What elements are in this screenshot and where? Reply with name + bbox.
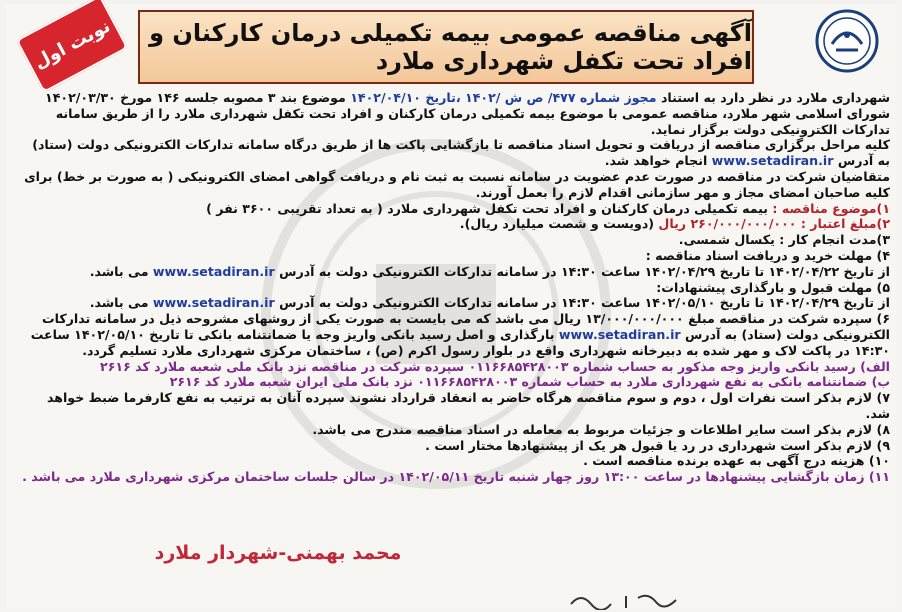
badge-label: نوبت اول — [30, 15, 114, 73]
permit-reference: مجوز شماره ۴۷۷/ ص ش /۱۴۰۲ ،تاریخ ۱۴۰۲/۰۴/۱۰ — [350, 90, 657, 105]
notice-page — [6, 4, 896, 608]
item-9: ۹) لازم بذکر است شهرداری در رد یا قبول هر یک از پیشنهادها مختار است . — [425, 437, 890, 453]
first-round-badge — [16, 0, 129, 93]
item-1-label: ۱)موضوع مناقصه : — [772, 200, 890, 216]
intro-text-continued: موضوع بند ۳ مصوبه جلسه ۱۴۶ مورخ ۱۴۰۲/۰۳/۳۰ شورای اسلامی شهر ملارد، مناقصه عمومی با موضوع بیمه تکمیلی درمان کارکنان و افراد تحت تکفل شهرداری ملارد را از طریق سامانه تدارکات الکترونیکی دولت برگزار نماید. — [45, 90, 890, 137]
item-1-text: بیمه تکمیلی درمان کارکنان و افراد تحت تکفل شهرداری ملارد ( به تعداد تقریبی ۳۶۰۰ نفر ) — [206, 200, 769, 216]
item-4-link[interactable]: www.setadiran.ir — [152, 263, 275, 279]
item-3: ۳)مدت انجام کار : یکسال شمسی. — [678, 232, 890, 248]
item-6 — [22, 311, 890, 358]
item-8: ۸) لازم بذکر است سایر اطلاعات و جزئیات مربوط به معامله در اسناد مناقصه مندرج می باشد. — [312, 421, 890, 437]
item-4-text: از تاریخ ۱۴۰۲/۰۴/۲۲ تا تاریخ ۱۴۰۲/۰۴/۲۹ ساعت ۱۴:۳۰ در سامانه تدارکات الکترونیکی دولت به آدرس — [279, 263, 890, 279]
item-5-label: ۵) مهلت قبول و بارگذاری پیشنهادات: — [656, 279, 890, 295]
handwritten-mark — [566, 590, 686, 610]
mayor-signature: محمد بهمنی-شهردار ملارد — [154, 542, 402, 564]
item-2-text: (دویست و شصت میلیارد ریال). — [459, 216, 655, 232]
item-5-end: می باشد. — [89, 295, 149, 311]
item-2-label: ۲)مبلغ اعتبار : ۲۶۰/۰۰۰/۰۰۰/۰۰۰ ریال — [658, 216, 890, 232]
item-4 — [22, 264, 890, 280]
intro-paragraph-2 — [22, 137, 890, 169]
item-11: ۱۱) زمان بازگشایی پیشنهادها در ساعت ۱۳:۰۰ روز چهار شنبه تاریخ ۱۴۰۲/۰۵/۱۱ در سالن جلسات ساختمان مرکزی شهرداری ملارد می باشد . — [22, 469, 890, 485]
item-6-alef: الف) رسید بانکی واریز وجه مذکور به حساب شماره ۰۱۱۶۶۸۵۴۲۸۰۰۳ سپرده شرکت در مناقصه نزد بانک ملی شعبه ملارد کد ۲۶۱۶ — [100, 358, 890, 374]
item-5 — [22, 295, 890, 311]
item-1 — [22, 201, 890, 217]
item-4-end: می باشد. — [89, 263, 149, 279]
item-2 — [22, 216, 890, 232]
intro-paragraph-1 — [22, 90, 890, 137]
item-4-label: ۴) مهلت خرید و دریافت اسناد مناقصه : — [645, 247, 890, 263]
item-6-text: ۶) سپرده شرکت در مناقصه مبلغ ۱۳/۰۰۰/۰۰۰/۰۰۰ ریال می باشد که می بایست به صورت یکی از روشهای مشروحه ذیل در سامانه تدارکات الکترونیکی دولت (ستاد) به آدرس — [41, 311, 890, 342]
item-6-link[interactable]: www.setadiran.ir — [558, 326, 681, 342]
municipality-logo-icon — [814, 8, 880, 74]
item-7: ۷) لازم بذکر است نفرات اول ، دوم و سوم مناقصه هرگاه حاضر به انعقاد قرارداد نشوند سپرده آنان به ترتیب به نفع کارفرما ضبط خواهد شد. — [46, 390, 890, 421]
notice-body — [22, 90, 890, 485]
notice-title: آگهی مناقصه عمومی بیمه تکمیلی درمان کارکنان و افراد تحت تکفل شهرداری ملارد — [149, 19, 752, 75]
intro-paragraph-3: متقاضیان شرکت در مناقصه در صورت عدم عضویت در سامانه نسبت به ثبت نام و دریافت گواهی امضای الکترونیکی ( به صورت بر خط) برای کلیه صاحبان امضای مجاز و مهر سازمانی اقدام لازم را بعمل آورند. — [24, 168, 890, 200]
item-5-link[interactable]: www.setadiran.ir — [152, 295, 275, 311]
notice-title-banner — [138, 10, 754, 84]
item-10: ۱۰) هزینه درج آگهی به عهده برنده مناقصه است . — [583, 453, 890, 469]
item-6-text-continued: بارگذاری و اصل رسید بانکی واریز وجه یا ضمانتنامه بانکی تا تاریخ ۱۴۰۲/۰۵/۱۰ ساعت ۱۴:۳۰ در پاکت لاک و مهر شده به دبیرخانه شهرداری واقع در بلوار رسول اکرم (ص) ، ساختمان مرکزی شهرداری ملارد تسلیم گردد. — [30, 326, 890, 358]
procedure-text: کلیه مراحل برگزاری مناقصه از دریافت و تحویل اسناد مناقصه تا بازگشایی پاکت ها از طریق درگاه سامانه تدارکات الکترونیکی دولت (ستاد) به آدرس — [32, 137, 890, 169]
intro-text: شهرداری ملارد در نظر دارد به استناد — [660, 90, 890, 105]
item-6-be: ب) ضمانتنامه بانکی به نفع شهرداری ملارد به حساب شماره ۰۱۱۶۶۸۵۴۲۸۰۰۳ نزد بانک ملی ایران شعبه ملارد کد ۲۶۱۶ — [169, 374, 890, 390]
procedure-text-end: انجام خواهد شد. — [604, 153, 708, 169]
item-5-text: از تاریخ ۱۴۰۲/۰۴/۲۹ تا تاریخ ۱۴۰۲/۰۵/۱۰ ساعت ۱۴:۳۰ در سامانه تدارکات الکترونیکی دولت به آدرس — [279, 295, 890, 311]
setadiran-link[interactable]: www.setadiran.ir — [711, 153, 834, 169]
